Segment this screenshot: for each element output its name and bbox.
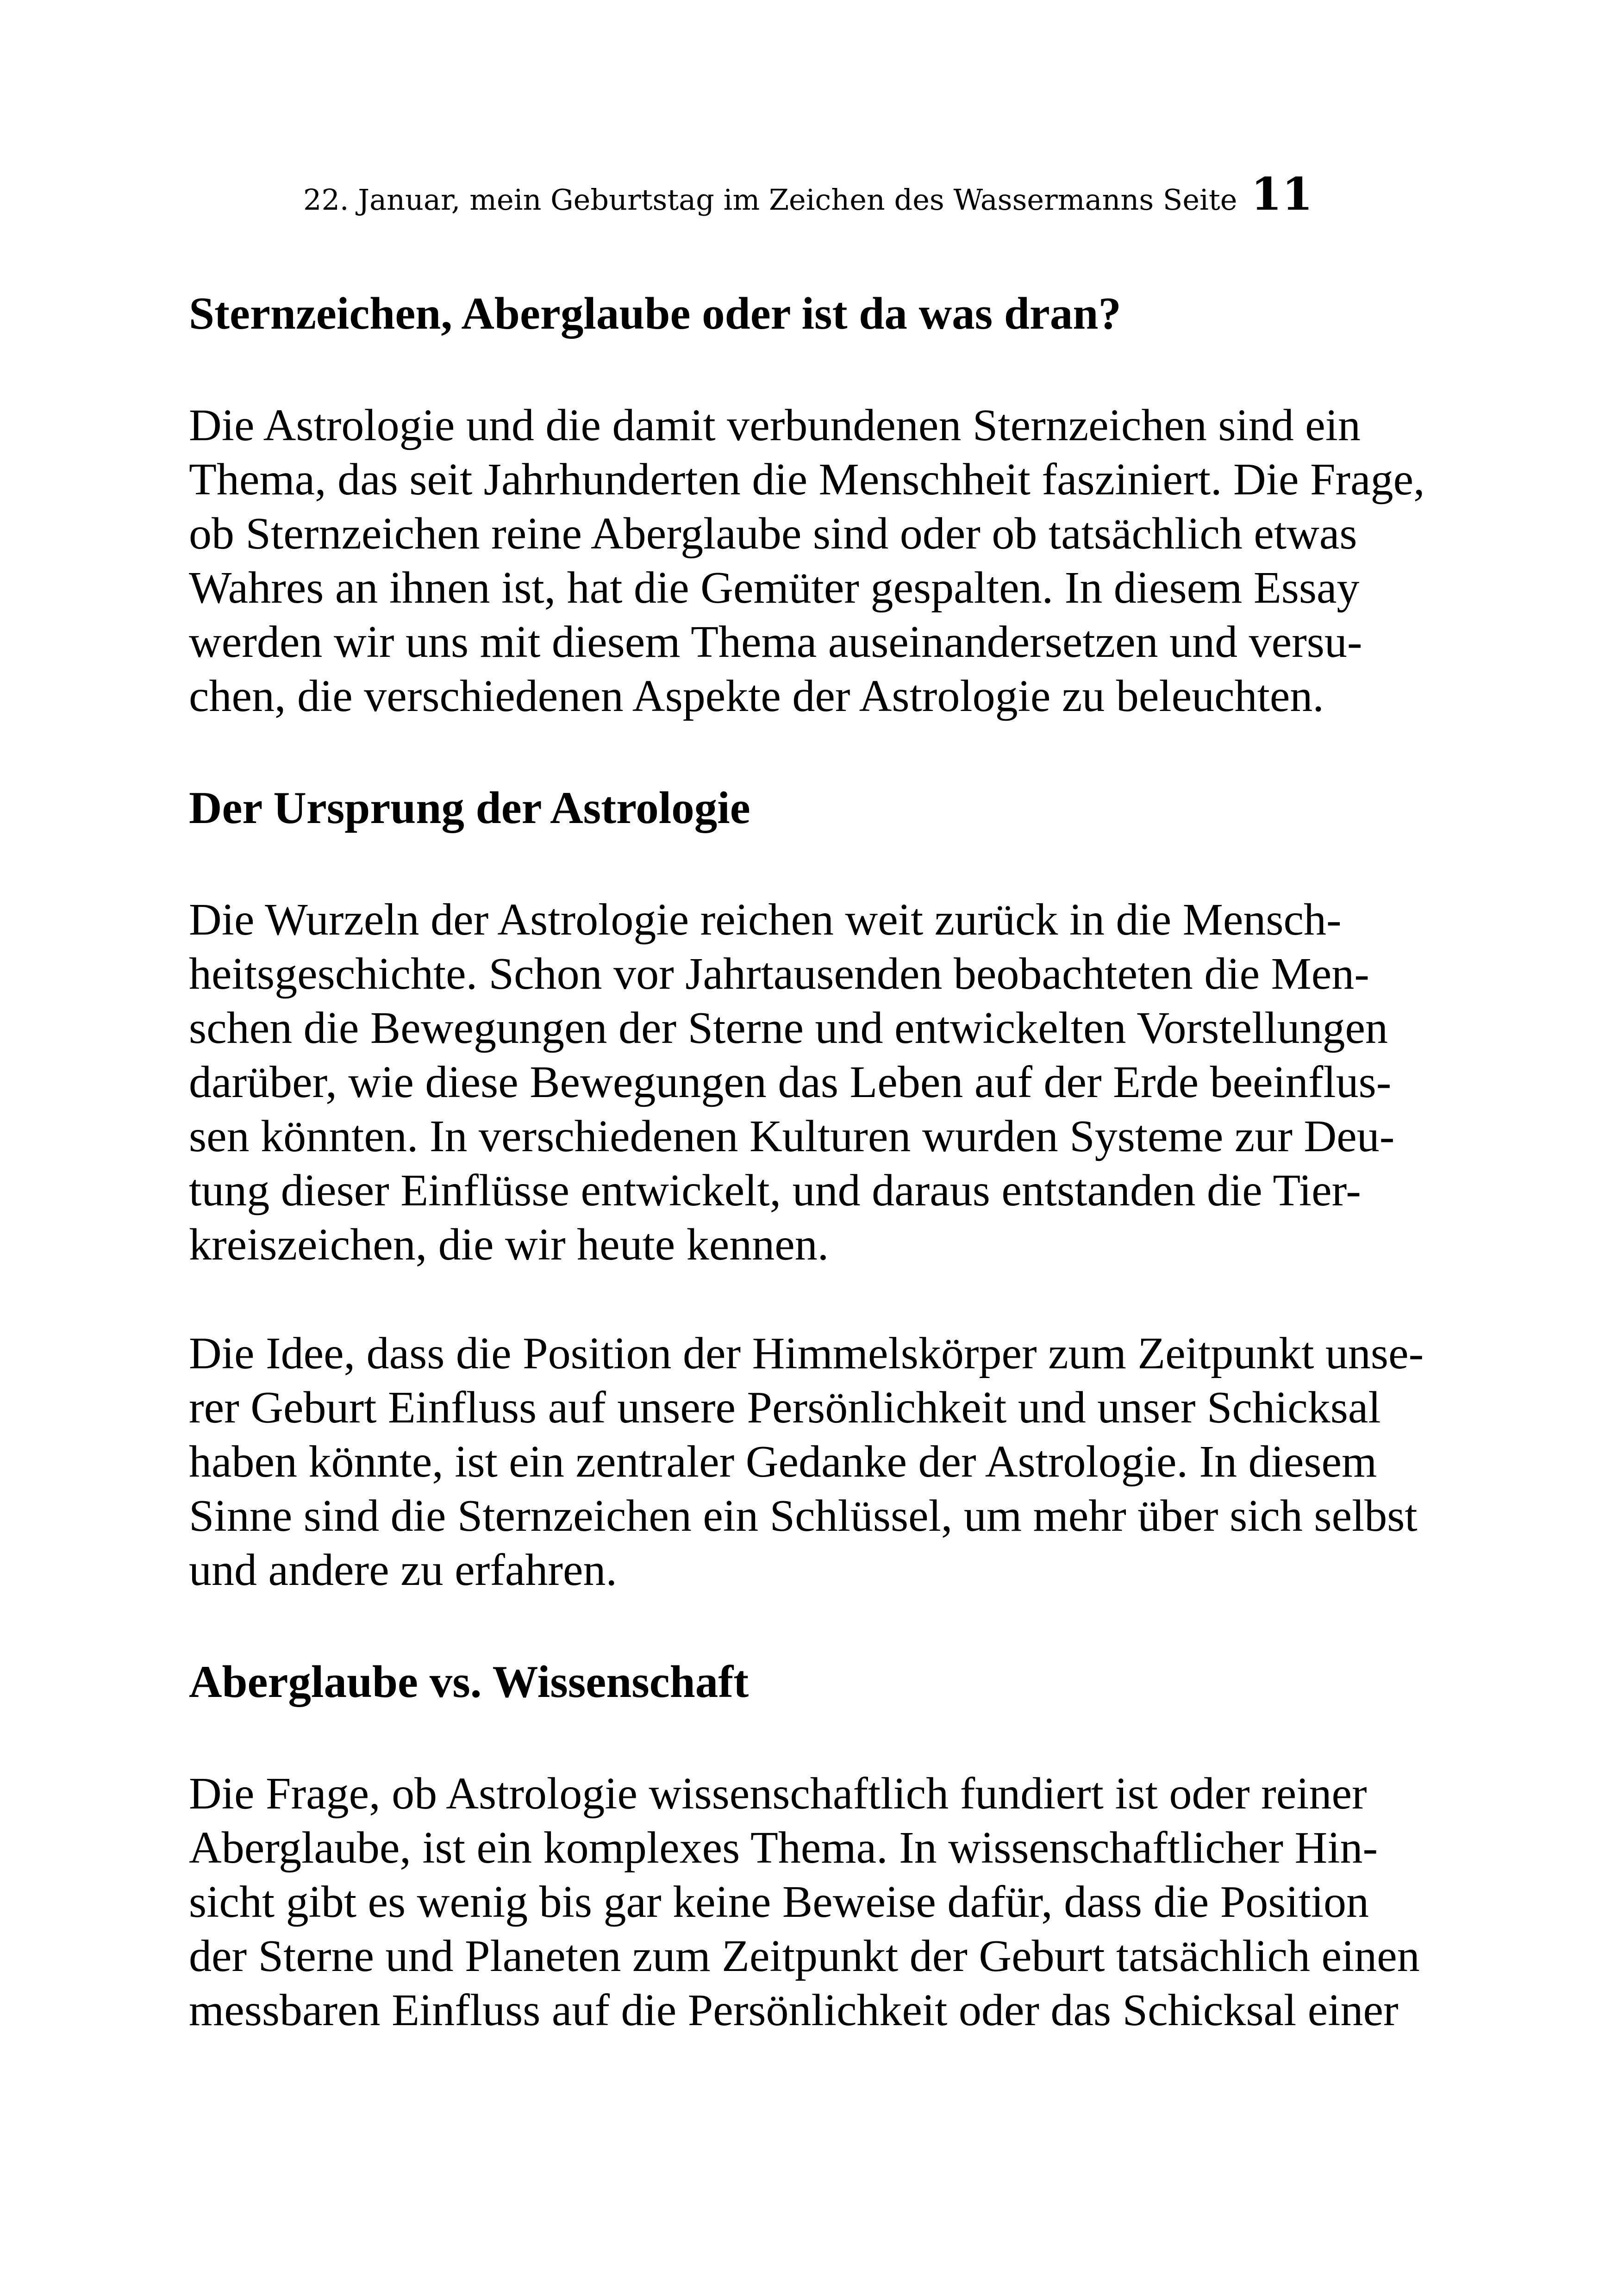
text-line: Wahres an ihnen ist, hat die Gemüter gespalten. In diesem Essay (189, 563, 1360, 613)
paragraph (189, 893, 1467, 1272)
running-header (303, 157, 1322, 231)
text-line: messbaren Einfluss auf die Persönlichkeit oder das Schicksal einer (189, 1985, 1399, 2035)
paragraph (189, 399, 1467, 723)
text-line: chen, die verschiedenen Aspekte der Astrologie zu beleuchten. (189, 671, 1324, 721)
text-line: Die Idee, dass die Position der Himmelskörper zum Zeitpunkt unse- (189, 1328, 1424, 1378)
text-line: Die Frage, ob Astrologie wissenschaftlich fundiert ist oder reiner (189, 1769, 1367, 1819)
text-line: werden wir uns mit diesem Thema auseinandersetzen und versu- (189, 617, 1362, 667)
text-line: Die Astrologie und die damit verbundenen Sternzeichen sind ein (189, 400, 1361, 450)
page-content (189, 250, 1467, 2038)
section-heading: Aberglaube vs. Wissenschaft (189, 1657, 749, 1707)
text-line: kreiszeichen, die wir heute kennen. (189, 1220, 829, 1270)
text-line: darüber, wie diese Bewegungen das Leben auf der Erde beeinflus- (189, 1057, 1392, 1107)
paragraph (189, 1327, 1467, 1597)
text-line: Die Wurzeln der Astrologie reichen weit zurück in die Mensch- (189, 895, 1342, 945)
text-line: Thema, das seit Jahrhunderten die Menschheit fasziniert. Die Frage, (189, 455, 1425, 505)
section-heading: Der Ursprung der Astrologie (189, 783, 750, 833)
text-line: heitsgeschichte. Schon vor Jahrtausenden beobachteten die Men- (189, 949, 1369, 999)
text-line: tung dieser Einflüsse entwickelt, und daraus entstanden die Tier- (189, 1166, 1361, 1216)
text-line: sen könnten. In verschiedenen Kulturen wurden Systeme zur Deu- (189, 1111, 1395, 1161)
text-line: ob Sternzeichen reine Aberglaube sind oder ob tatsächlich etwas (189, 509, 1357, 559)
text-line: sicht gibt es wenig bis gar keine Beweise dafür, dass die Position (189, 1877, 1369, 1927)
paragraph (189, 1767, 1467, 2038)
text-line: schen die Bewegungen der Sterne und entwickelten Vorstellungen (189, 1003, 1388, 1053)
text-line: rer Geburt Einfluss auf unsere Persönlichkeit und unser Schicksal (189, 1383, 1381, 1433)
text-line: Sinne sind die Sternzeichen ein Schlüssel, um mehr über sich selbst (189, 1491, 1418, 1541)
running-header-title: 22. Januar, mein Geburtstag im Zeichen des Wassermanns Seite (303, 183, 1237, 217)
text-line: und andere zu erfahren. (189, 1545, 618, 1595)
text-line: haben könnte, ist ein zentraler Gedanke der Astrologie. In diesem (189, 1437, 1377, 1487)
text-line: der Sterne und Planeten zum Zeitpunkt der Geburt tatsächlich einen (189, 1931, 1420, 1981)
section-heading: Sternzeichen, Aberglaube oder ist da was dran? (189, 288, 1121, 339)
text-line: Aberglaube, ist ein komplexes Thema. In wissenschaftlicher Hin- (189, 1823, 1378, 1873)
page-number: 11 (1251, 168, 1313, 220)
